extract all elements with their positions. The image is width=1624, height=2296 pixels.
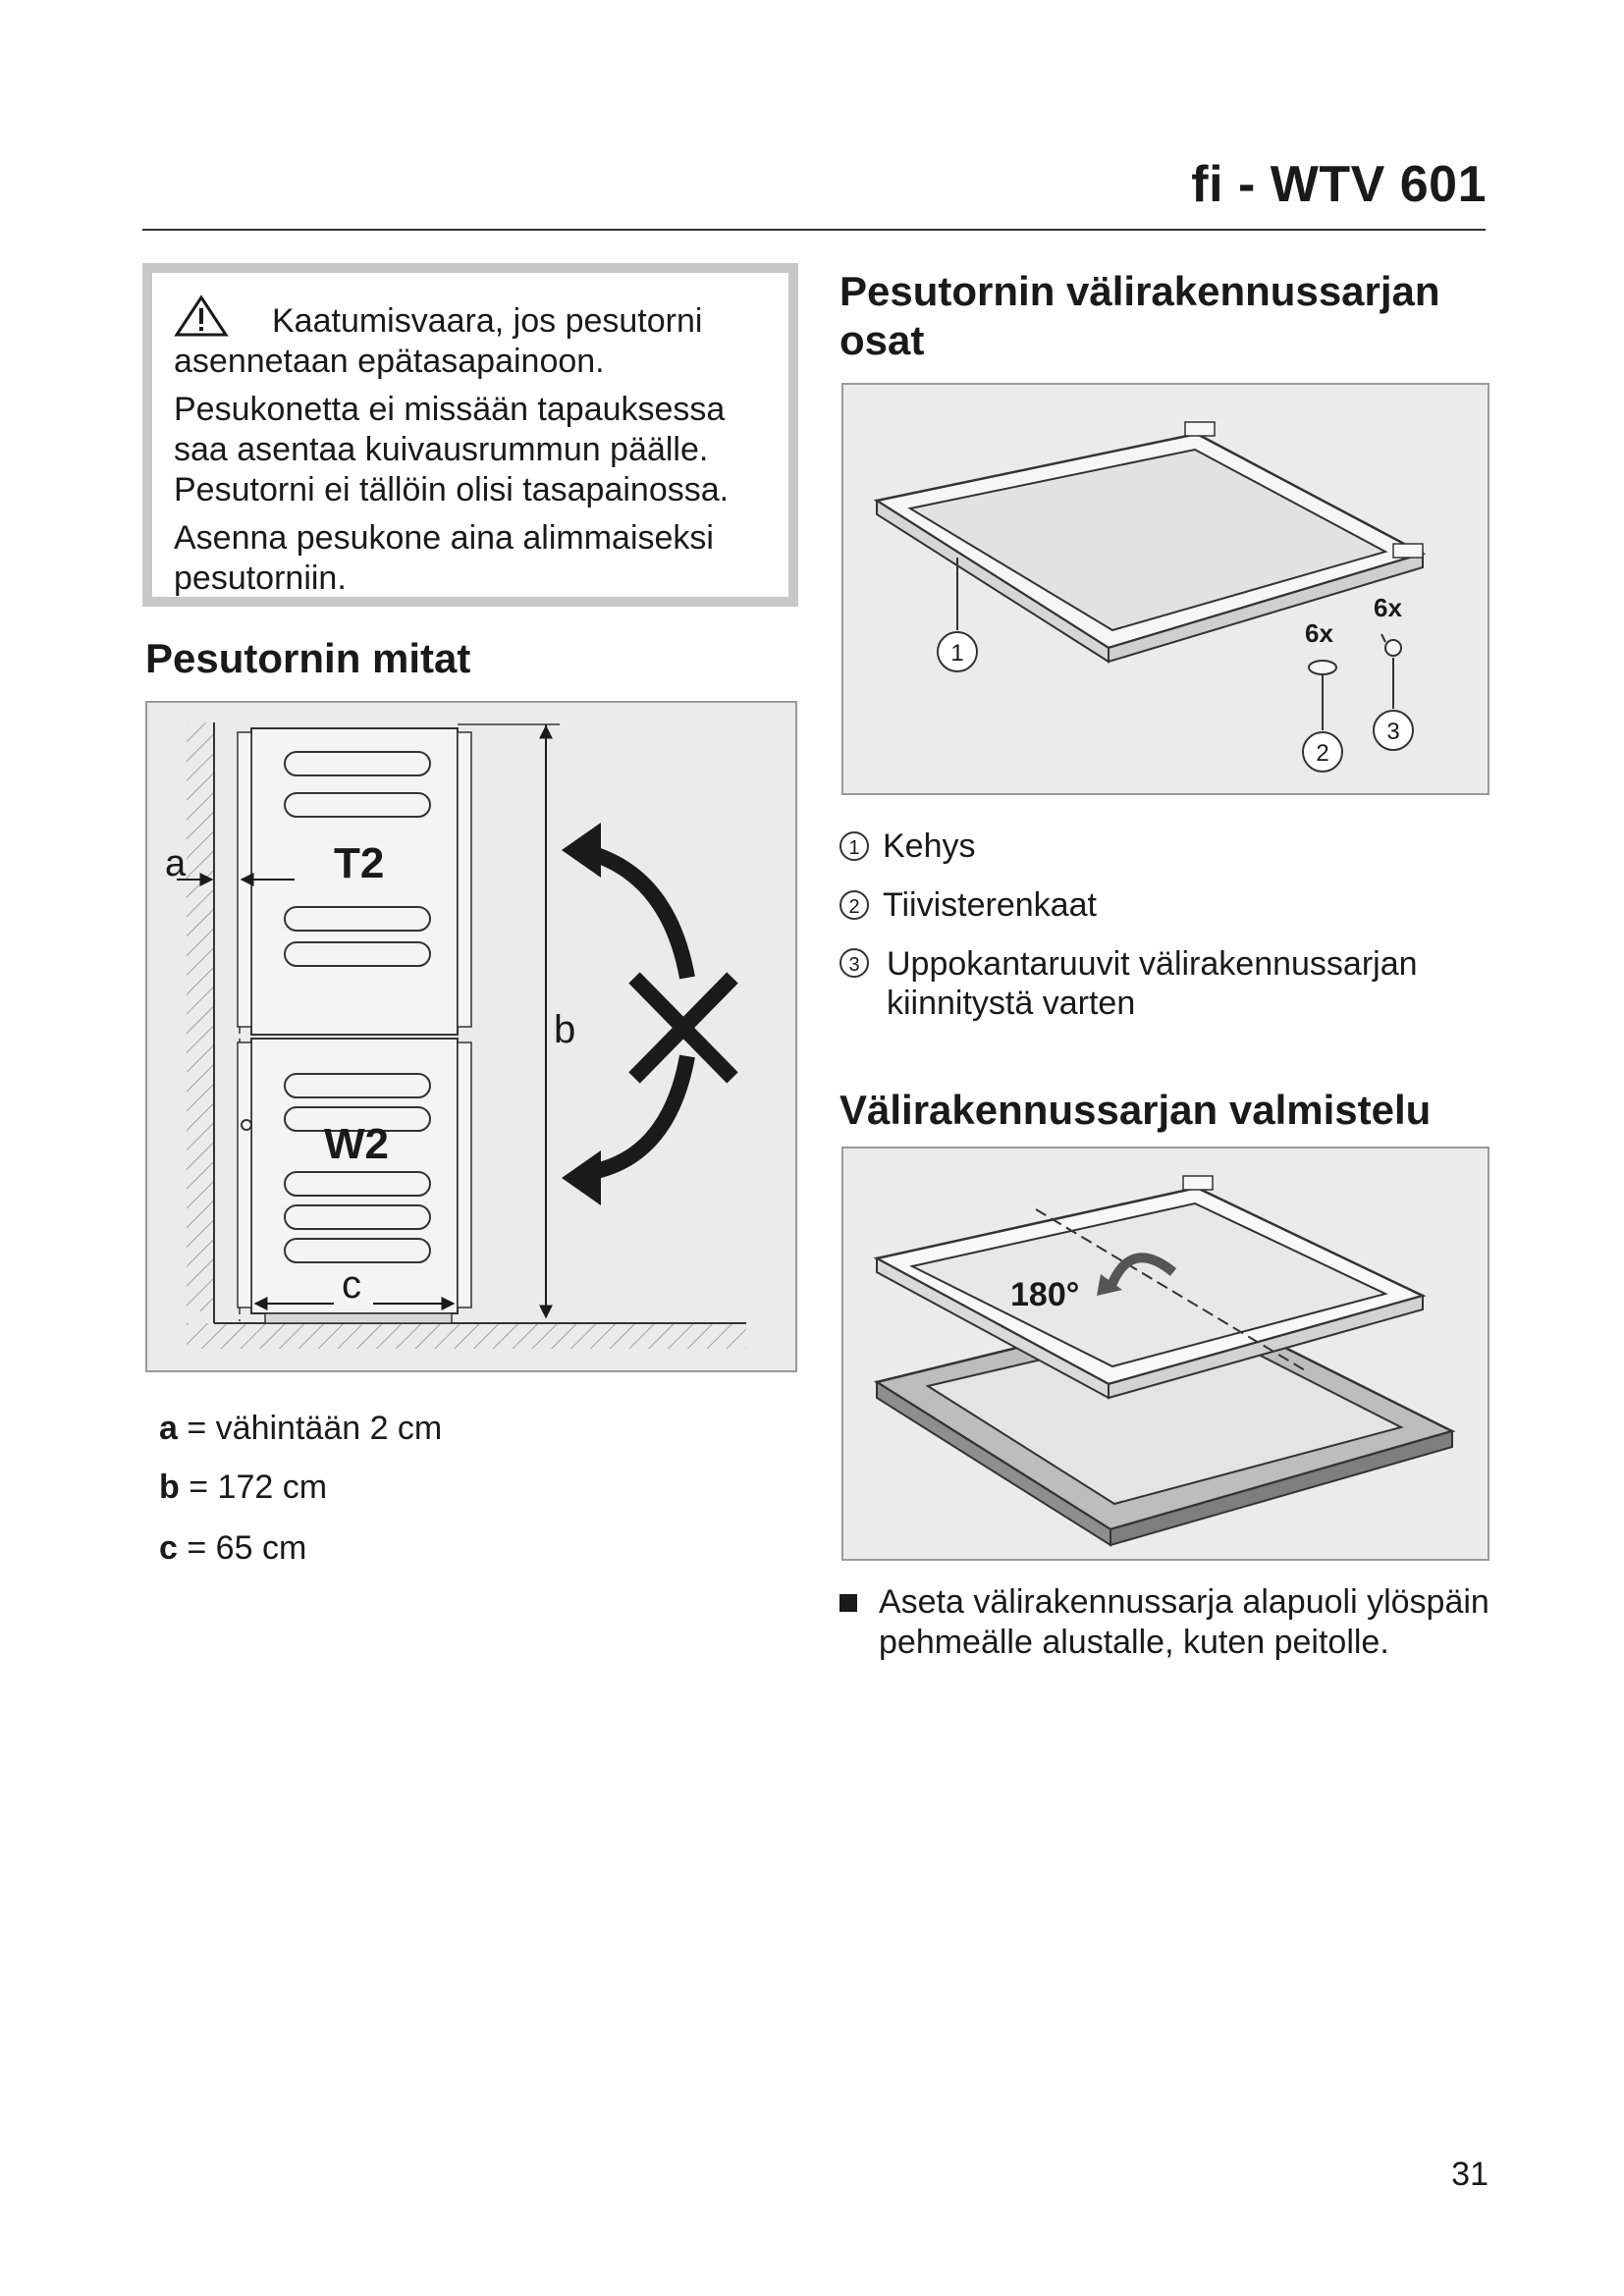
legend-item-1 <box>839 827 976 866</box>
figure-label-t2: T2 <box>334 839 385 887</box>
warning-line-2: Pesukonetta ei missään tapauksessa saa asentaa kuivausrummun päälle. Pesutorni ei tällöin olisi tasapainossa. <box>174 391 730 508</box>
dimension-item-a: a = vähintään 2 cm <box>159 1410 443 1447</box>
warning-triangle-icon <box>174 294 229 338</box>
figure-callout-3: 3 <box>1386 719 1400 745</box>
prep-figure <box>841 1147 1489 1561</box>
dimensions-figure <box>145 701 797 1372</box>
figure-label-b: b <box>554 1008 576 1051</box>
figure-label-a: a <box>165 843 187 884</box>
warning-line-1 <box>174 294 767 382</box>
prep-heading: Välirakennussarjan valmistelu <box>839 1087 1432 1133</box>
legend-item-3 <box>839 944 1468 1023</box>
parts-heading: Pesutornin välirakennussarjan osat <box>839 268 1440 363</box>
legend-number-3: 3 <box>839 948 869 978</box>
legend-text-2: Tiivisterenkaat <box>883 886 1097 924</box>
warning-text-1: Kaatumisvaara, jos pesutorni asennetaan epätasapainoon. <box>174 302 703 380</box>
legend-number-2: 2 <box>839 890 869 920</box>
dimension-item-c: c = 65 cm <box>159 1529 307 1567</box>
legend-number-1: 1 <box>839 831 869 861</box>
legend-text-3: Uppokantaruuvit välirakennussarjan kiinnitystä varten <box>887 945 1418 1022</box>
legend-item-2 <box>839 885 1097 925</box>
legend-text-1: Kehys <box>883 828 976 865</box>
warning-line-3: Asenna pesukone aina alimmaiseksi pesutorniin. <box>174 519 714 597</box>
page-number: 31 <box>1451 2156 1489 2193</box>
dimension-item-b: b = 172 cm <box>159 1468 328 1506</box>
figure-label-rotation: 180° <box>1010 1276 1080 1313</box>
figure-label-w2: W2 <box>324 1120 389 1168</box>
header-divider <box>142 229 1486 231</box>
figure-callout-2: 2 <box>1316 740 1329 767</box>
figure-label-c: c <box>342 1263 361 1307</box>
figure-callout-1: 1 <box>950 640 964 667</box>
parts-figure <box>841 383 1489 795</box>
instruction-step <box>839 1582 1497 1663</box>
figure-qty-3: 6x <box>1374 593 1402 622</box>
page-header-title: fi - WTV 601 <box>1191 156 1487 213</box>
warning-box <box>142 263 798 607</box>
instruction-text: Aseta välirakennussarja alapuoli ylöspäin pehmeälle alustalle, kuten peitolle. <box>879 1583 1489 1661</box>
bullet-square-icon <box>839 1594 857 1612</box>
dimensions-heading: Pesutornin mitat <box>145 635 471 681</box>
figure-qty-2: 6x <box>1305 618 1333 648</box>
